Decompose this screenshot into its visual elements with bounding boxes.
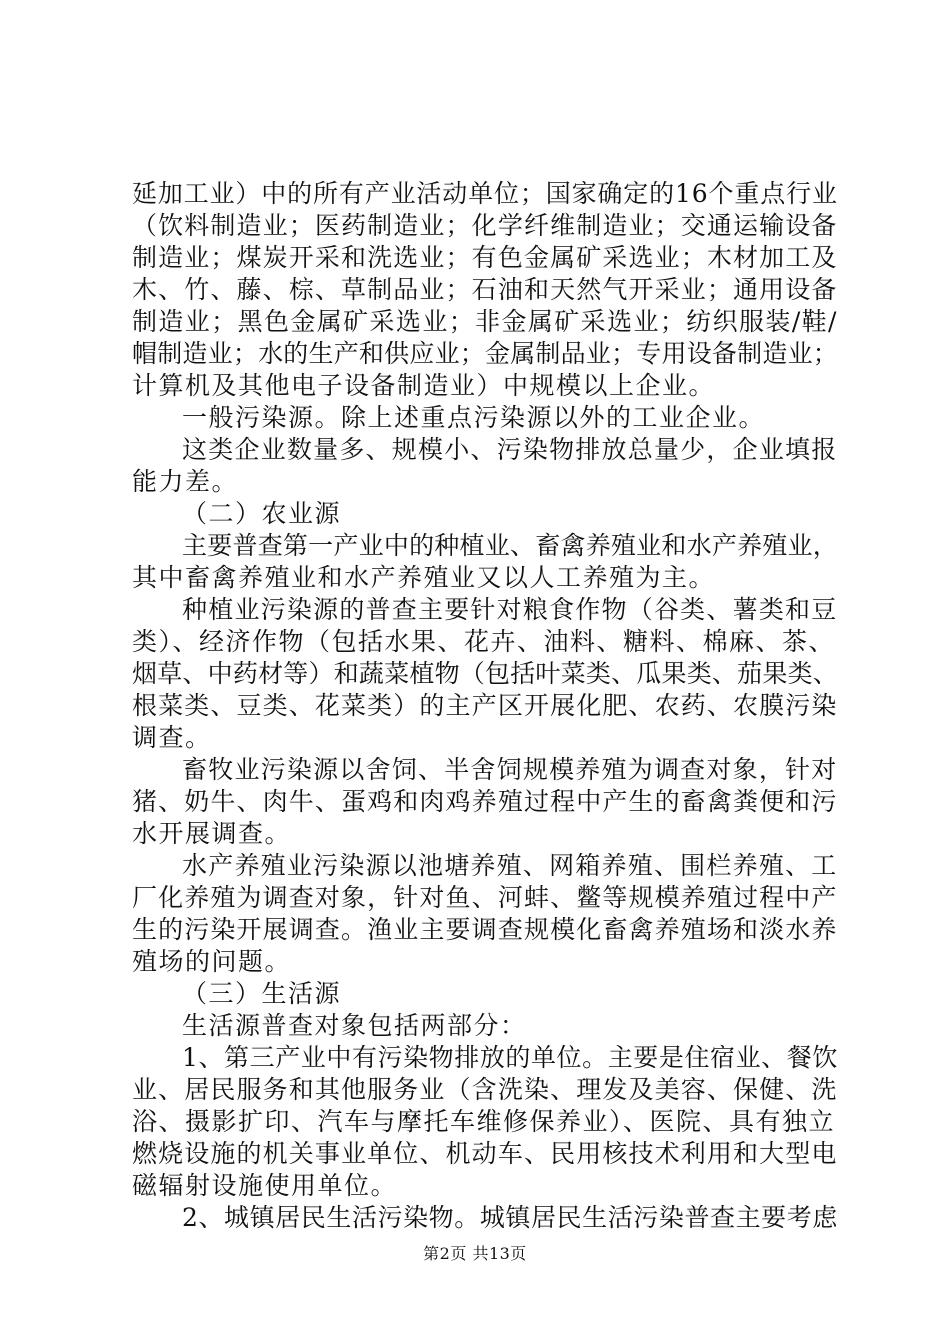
paragraph-start: 水产养殖业污染源以池塘养殖、网箱养殖、围栏养殖、工: [182, 851, 838, 880]
text-line: 帽制造业；水的生产和供应业；金属制品业；专用设备制造业；: [132, 339, 839, 368]
list-item-1: 1、第三产业中有污染物排放的单位。主要是住宿业、餐饮: [182, 1043, 838, 1072]
page-number-footer: 第2页 共13页: [423, 1244, 527, 1263]
paragraph-start: 主要普查第一产业中的种植业、畜禽养殖业和水产养殖业，: [182, 531, 839, 560]
text-line: 猪、奶牛、肉牛、蛋鸡和肉鸡养殖过程中产生的畜禽粪便和污: [132, 787, 838, 816]
text-line: 磁辐射设施使用单位。: [132, 1171, 398, 1200]
paragraph-start: 一般污染源。除上述重点污染源以外的工业企业。: [182, 403, 766, 432]
paragraph-start: 畜牧业污染源以舍饲、半舍饲规模养殖为调查对象，针对: [182, 755, 838, 784]
text-line: 木、竹、藤、棕、草制品业；石油和天然气开采业；通用设备: [132, 275, 838, 304]
text-line: 厂化养殖为调查对象，针对鱼、河蚌、鳖等规模养殖过程中产: [132, 883, 838, 912]
text-line: 制造业；黑色金属矿采选业；非金属矿采选业；纺织服装/鞋/: [132, 307, 838, 336]
text-line: 类）、经济作物（包括水果、花卉、油料、糖料、棉麻、茶、: [132, 627, 836, 656]
text-line: 延加工业）中的所有产业活动单位；国家确定的16个重点行业: [132, 179, 838, 208]
text-line: 水开展调查。: [132, 819, 292, 848]
text-line: 计算机及其他电子设备制造业）中规模以上企业。: [132, 371, 716, 400]
text-line: 烟草、中药材等）和蔬菜植物（包括叶菜类、瓜果类、茄果类、: [132, 659, 839, 688]
text-line: 调查。: [132, 723, 212, 752]
text-line: 浴、摄影扩印、汽车与摩托车维修保养业）、医院、具有独立: [132, 1107, 836, 1136]
text-line: 制造业；煤炭开采和洗选业；有色金属矿采选业；木材加工及: [132, 243, 838, 272]
section-heading-domestic: （三）生活源: [182, 979, 342, 1008]
text-line: 其中畜禽养殖业和水产养殖业又以人工养殖为主。: [132, 563, 716, 592]
list-item-2: 2、城镇居民生活污染物。城镇居民生活污染普查主要考虑: [182, 1203, 838, 1232]
text-line: 业、居民服务和其他服务业（含洗染、理发及美容、保健、洗: [132, 1075, 838, 1104]
section-heading-agriculture: （二）农业源: [182, 499, 342, 528]
paragraph-start: 生活源普查对象包括两部分：: [182, 1011, 527, 1040]
paragraph-start: 种植业污染源的普查主要针对粮食作物（谷类、薯类和豆: [182, 595, 838, 624]
paragraph-start: 这类企业数量多、规模小、污染物排放总量少，企业填报: [182, 435, 838, 464]
text-line: 根菜类、豆类、花菜类）的主产区开展化肥、农药、农膜污染: [132, 691, 838, 720]
text-line: 殖场的问题。: [132, 947, 292, 976]
text-line: 生的污染开展调查。渔业主要调查规模化畜禽养殖场和淡水养: [132, 915, 838, 944]
text-line: 能力差。: [132, 467, 239, 496]
text-line: （饮料制造业；医药制造业；化学纤维制造业；交通运输设备: [132, 211, 838, 240]
text-line: 燃烧设施的机关事业单位、机动车、民用核技术利用和大型电: [132, 1139, 838, 1168]
